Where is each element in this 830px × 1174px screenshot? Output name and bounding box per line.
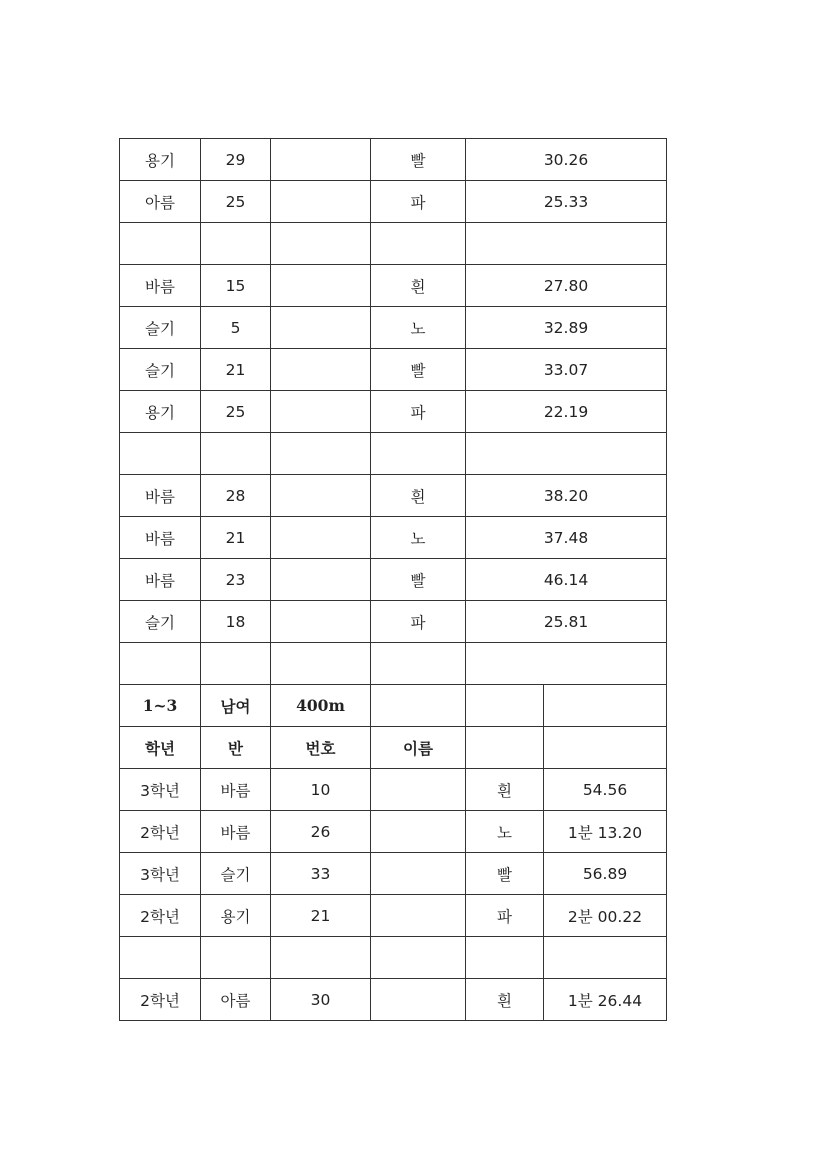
record-cell: 46.14 — [466, 559, 667, 601]
class-cell: 슬기 — [120, 349, 201, 391]
class-cell: 아름 — [201, 979, 271, 1021]
table-row — [120, 979, 667, 1021]
team-cell: 빨 — [371, 559, 466, 601]
name-cell — [371, 769, 466, 811]
team-cell: 흰 — [466, 979, 544, 1021]
team-cell: 파 — [371, 391, 466, 433]
team-cell: 파 — [371, 601, 466, 643]
team-cell: 빨 — [371, 349, 466, 391]
team-cell — [371, 433, 466, 475]
results-table — [119, 138, 667, 1021]
name-cell — [271, 139, 371, 181]
class-cell: 바름 — [120, 475, 201, 517]
class-cell — [120, 223, 201, 265]
class-cell: 아름 — [120, 181, 201, 223]
table-row — [120, 391, 667, 433]
name-cell — [271, 391, 371, 433]
team-cell: 흰 — [466, 769, 544, 811]
name-cell — [271, 265, 371, 307]
grade-cell: 1~3 — [120, 685, 201, 727]
record-cell: 1분 13.20 — [544, 811, 667, 853]
name-cell — [271, 601, 371, 643]
grade-cell: 2학년 — [120, 979, 201, 1021]
table-row — [120, 601, 667, 643]
record-cell: 25.81 — [466, 601, 667, 643]
number-cell: 29 — [201, 139, 271, 181]
table-row — [120, 307, 667, 349]
table-row — [120, 139, 667, 181]
number-cell: 400m — [271, 685, 371, 727]
table-row — [120, 643, 667, 685]
number-cell: 21 — [201, 517, 271, 559]
team-cell: 빨 — [466, 853, 544, 895]
class-cell: 바름 — [201, 769, 271, 811]
class-cell — [120, 643, 201, 685]
name-cell — [271, 517, 371, 559]
class-cell: 슬기 — [120, 601, 201, 643]
name-cell: 이름 — [371, 727, 466, 769]
number-cell — [271, 937, 371, 979]
name-cell — [271, 433, 371, 475]
table-row — [120, 517, 667, 559]
class-cell: 슬기 — [201, 853, 271, 895]
record-cell: 38.20 — [466, 475, 667, 517]
record-cell: 2분 00.22 — [544, 895, 667, 937]
table-row — [120, 769, 667, 811]
class-cell: 남여 — [201, 685, 271, 727]
table-row — [120, 433, 667, 475]
record-cell: 33.07 — [466, 349, 667, 391]
team-cell: 흰 — [371, 265, 466, 307]
table-row — [120, 181, 667, 223]
record-cell: 30.26 — [466, 139, 667, 181]
record-cell: 1분 26.44 — [544, 979, 667, 1021]
number-cell: 5 — [201, 307, 271, 349]
number-cell: 30 — [271, 979, 371, 1021]
team-cell: 노 — [371, 307, 466, 349]
number-cell — [201, 223, 271, 265]
number-cell: 33 — [271, 853, 371, 895]
grade-cell: 2학년 — [120, 895, 201, 937]
number-cell: 28 — [201, 475, 271, 517]
record-cell: 25.33 — [466, 181, 667, 223]
name-cell — [271, 223, 371, 265]
number-cell: 26 — [271, 811, 371, 853]
table-row — [120, 811, 667, 853]
team-cell: 빨 — [371, 139, 466, 181]
number-cell: 18 — [201, 601, 271, 643]
number-cell — [201, 433, 271, 475]
team-cell: 파 — [371, 181, 466, 223]
grade-cell — [120, 937, 201, 979]
class-cell: 용기 — [201, 895, 271, 937]
class-cell — [120, 433, 201, 475]
name-cell — [271, 559, 371, 601]
name-cell — [271, 181, 371, 223]
record-cell — [544, 685, 667, 727]
record-cell: 27.80 — [466, 265, 667, 307]
name-cell — [371, 937, 466, 979]
class-cell — [201, 937, 271, 979]
class-cell: 바름 — [201, 811, 271, 853]
number-cell: 21 — [271, 895, 371, 937]
name-cell — [371, 853, 466, 895]
number-cell: 번호 — [271, 727, 371, 769]
team-cell — [466, 727, 544, 769]
table-row — [120, 475, 667, 517]
table-header-row — [120, 727, 667, 769]
record-cell — [466, 643, 667, 685]
team-cell: 노 — [466, 811, 544, 853]
name-cell — [371, 979, 466, 1021]
number-cell: 21 — [201, 349, 271, 391]
team-cell: 흰 — [371, 475, 466, 517]
record-cell — [544, 727, 667, 769]
class-cell: 용기 — [120, 391, 201, 433]
record-cell: 22.19 — [466, 391, 667, 433]
team-cell — [466, 685, 544, 727]
class-cell: 슬기 — [120, 307, 201, 349]
record-cell — [544, 937, 667, 979]
number-cell: 23 — [201, 559, 271, 601]
table-header-row — [120, 685, 667, 727]
class-cell: 반 — [201, 727, 271, 769]
record-cell: 54.56 — [544, 769, 667, 811]
number-cell — [201, 643, 271, 685]
name-cell — [271, 475, 371, 517]
number-cell: 15 — [201, 265, 271, 307]
team-cell: 파 — [466, 895, 544, 937]
table-row — [120, 223, 667, 265]
team-cell — [371, 643, 466, 685]
team-cell: 노 — [371, 517, 466, 559]
record-cell: 37.48 — [466, 517, 667, 559]
record-cell: 56.89 — [544, 853, 667, 895]
name-cell — [371, 685, 466, 727]
grade-cell: 3학년 — [120, 769, 201, 811]
class-cell: 바름 — [120, 265, 201, 307]
number-cell: 10 — [271, 769, 371, 811]
team-cell — [466, 937, 544, 979]
record-cell — [466, 433, 667, 475]
grade-cell: 학년 — [120, 727, 201, 769]
table-row — [120, 349, 667, 391]
grade-cell: 3학년 — [120, 853, 201, 895]
table-row — [120, 937, 667, 979]
number-cell: 25 — [201, 181, 271, 223]
table-row — [120, 853, 667, 895]
name-cell — [271, 349, 371, 391]
grade-cell: 2학년 — [120, 811, 201, 853]
table-row — [120, 265, 667, 307]
name-cell — [271, 307, 371, 349]
class-cell: 바름 — [120, 559, 201, 601]
record-cell: 32.89 — [466, 307, 667, 349]
name-cell — [271, 643, 371, 685]
class-cell: 바름 — [120, 517, 201, 559]
name-cell — [371, 895, 466, 937]
team-cell — [371, 223, 466, 265]
record-cell — [466, 223, 667, 265]
class-cell: 용기 — [120, 139, 201, 181]
table-row — [120, 895, 667, 937]
name-cell — [371, 811, 466, 853]
table-row — [120, 559, 667, 601]
number-cell: 25 — [201, 391, 271, 433]
